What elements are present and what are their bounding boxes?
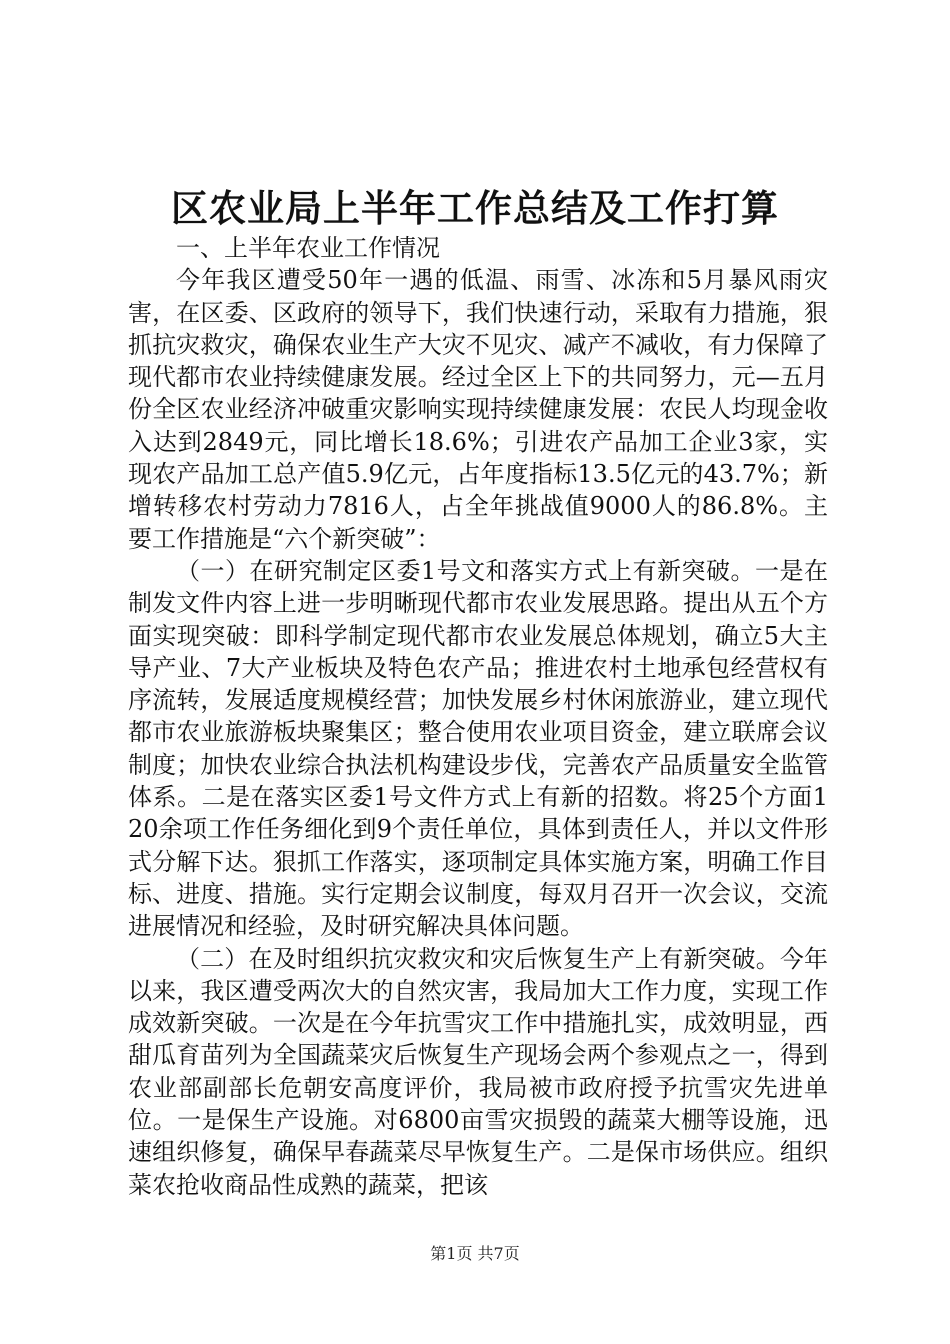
document-body [128,232,828,1201]
section-heading: 一、上半年农业工作情况 [176,234,440,262]
document-title: 区农业局上半年工作总结及工作打算 [171,186,779,230]
page-number: 第1页 共7页 [430,1244,520,1263]
body-paragraph: 今年我区遭受50年一遇的低温、雨雪、冰冻和5月暴风雨灾害，在区委、区政府的领导下，我们快速行动，采取有力措施，狠抓抗灾救灾，确保农业生产大灾不见灾、减产不减收，有力保障了现代都市农业持续健康发展。经过全区上下的共同努力，元—五月份全区农业经济冲破重灾影响实现持续健康发展：农民人均现金收入达到2849元，同比增长18.6%；引进农产品加工企业3家，实现农产品加工总产值5.9亿元，占年度指标13.5亿元的43.7%；新增转移农村劳动力7816人，占全年挑战值9000人的86.8%。主要工作措施是“六个新突破”： [128,266,828,553]
body-paragraph: （一）在研究制定区委1号文和落实方式上有新突破。一是在制发文件内容上进一步明晰现代都市农业发展思路。提出从五个方面实现突破：即科学制定现代都市农业发展总体规划，确立5大主导产业、7大产业板块及特色农产品；推进农村土地承包经营权有序流转，发展适度规模经营；加快发展乡村休闲旅游业，建立现代都市农业旅游板块聚集区；整合使用农业项目资金，建立联席会议制度；加快农业综合执法机构建设步伐，完善农产品质量安全监管体系。二是在落实区委1号文件方式上有新的招数。将25个方面120余项工作任务细化到9个责任单位，具体到责任人，并以文件形式分解下达。狠抓工作落实，逐项制定具体实施方案，明确工作目标、进度、措施。实行定期会议制度，每双月召开一次会议，交流进展情况和经验，及时研究解决具体问题。 [128,556,828,941]
body-paragraph: （二）在及时组织抗灾救灾和灾后恢复生产上有新突破。今年以来，我区遭受两次大的自然灾害，我局加大工作力度，实现工作成效新突破。一次是在今年抗雪灾工作中措施扎实，成效明显，西甜瓜育苗列为全国蔬菜灾后恢复生产现场会两个参观点之一，得到农业部副部长危朝安高度评价，我局被市政府授予抗雪灾先进单位。一是保生产设施。对6800亩雪灾损毁的蔬菜大棚等设施，迅速组织修复，确保早春蔬菜尽早恢复生产。二是保市场供应。组织菜农抢收商品性成熟的蔬菜，把该 [128,944,828,1199]
